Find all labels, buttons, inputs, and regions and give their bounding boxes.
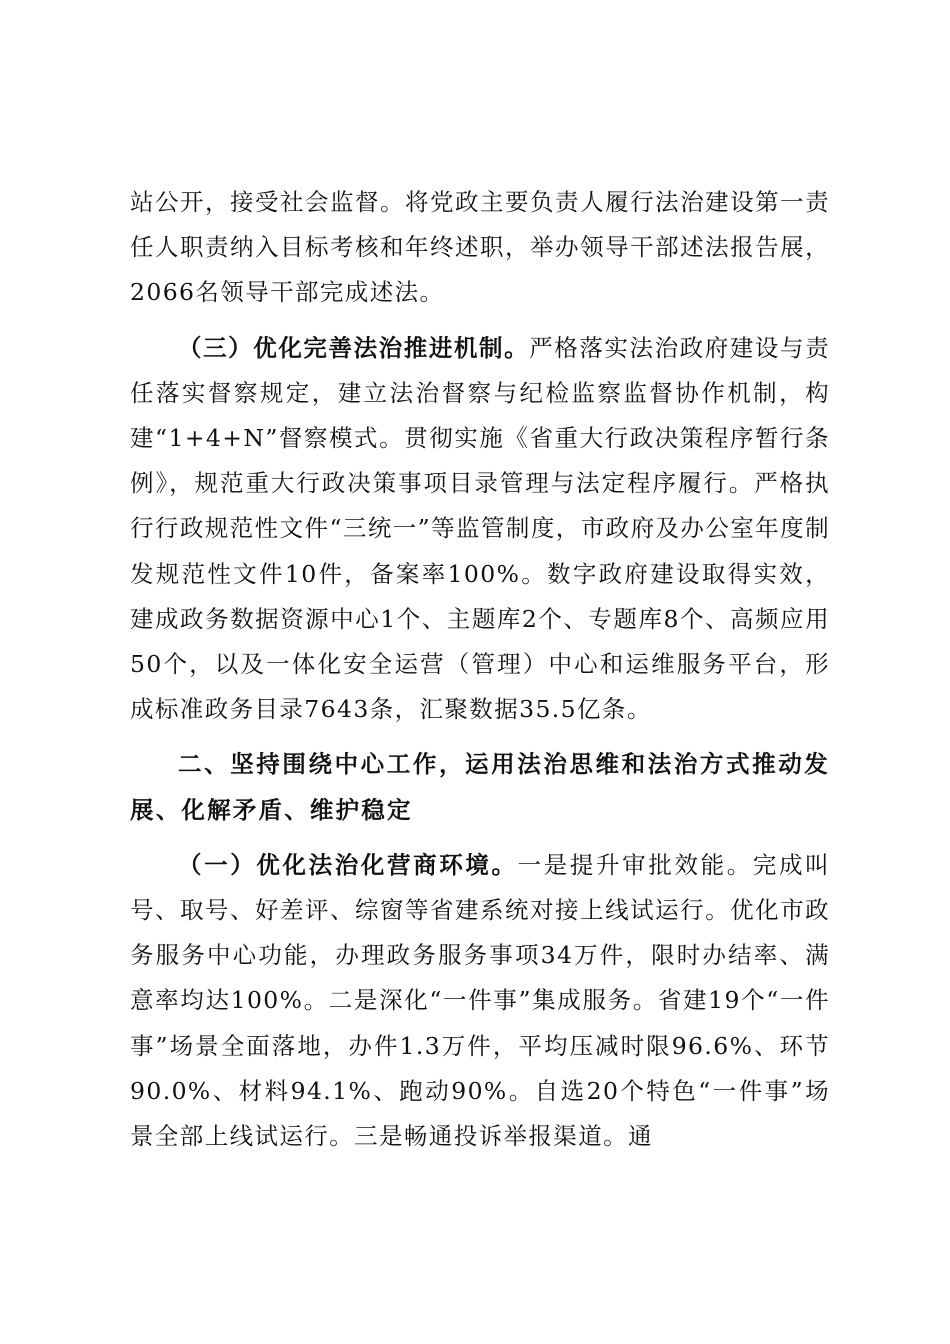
document-body bbox=[130, 180, 830, 1159]
paragraph-text: 站公开，接受社会监督。将党政主要负责人履行法治建设第一责任人职责纳入目标考核和年终述职，举办领导干部述法报告展，2066名领导干部完成述法。 bbox=[130, 188, 830, 307]
paragraph-lead-heading: （一）优化法治化营商环境。 bbox=[178, 850, 518, 879]
paragraph-text: 一是提升审批效能。完成叫号、取号、好差评、综窗等省建系统对接上线试运行。优化市政务服务中心功能，办理政务服务事项34万件，限时办结率、满意率均达100%。二是深化“一件事”集成服务。省建19个“一件事”场景全面落地，办件1.3万件，平均压减时限96.6%、环节90.0%、材料94.1%、跑动90%。自选20个特色“一件事”场景全部上线试运行。三是畅通投诉举报渠道。通 bbox=[130, 850, 830, 1151]
paragraph-rule-of-law-mechanism bbox=[130, 326, 830, 733]
section-heading-two: 二、坚持围绕中心工作，运用法治思维和法治方式推动发展、化解矛盾、维护稳定 bbox=[130, 750, 830, 824]
paragraph-text: 严格落实法治政府建设与责任落实督察规定，建立法治督察与纪检监察监督协作机制，构建“1+4+N”督察模式。贯彻实施《省重大行政决策程序暂行条例》，规范重大行政决策事项目录管理与法定程序履行。严格执行行政规范性文件“三统一”等监管制度，市政府及办公室年度制发规范性文件10件，备案率100%。数字政府建设取得实效，建成政务数据资源中心1个、主题库2个、专题库8个、高频应用50个，以及一体化安全运营（管理）中心和运维服务平台，形成标准政务目录7643条，汇聚数据35.5亿条。 bbox=[130, 333, 830, 724]
paragraph-lead-heading: （三）优化完善法治推进机制。 bbox=[178, 333, 530, 362]
paragraph-supervision-disclosure bbox=[130, 180, 830, 316]
paragraph-business-environment bbox=[130, 843, 830, 1159]
